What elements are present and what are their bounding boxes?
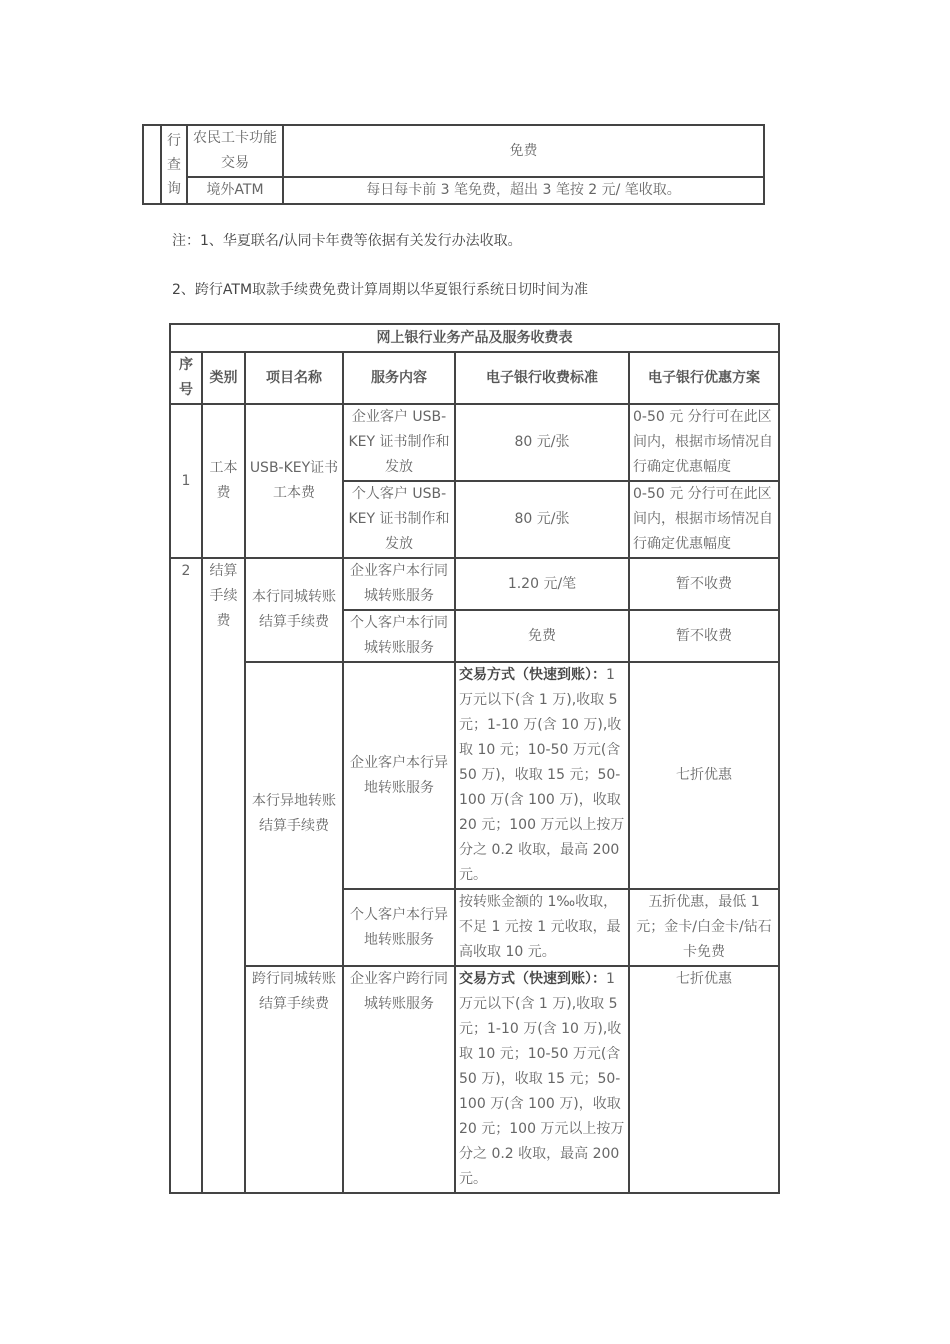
row-service: 企业客户本行同城转账服务 bbox=[343, 558, 455, 610]
row-discount: 0-50 元 分行可在此区间内，根据市场情况自行确定优惠幅度 bbox=[629, 481, 779, 558]
item-name: 境外ATM bbox=[187, 177, 283, 204]
row-service: 个人客户 USB-KEY 证书制作和发放 bbox=[343, 481, 455, 558]
table-row bbox=[170, 966, 779, 1193]
row-item: 本行异地转账结算手续费 bbox=[245, 662, 343, 966]
row-fee: 80 元/张 bbox=[455, 481, 629, 558]
row-category: 工本费 bbox=[202, 404, 245, 558]
note-2: 2、跨行ATM取款手续费免费计算周期以华夏银行系统日切时间为准 bbox=[172, 282, 589, 298]
row-fee: 80 元/张 bbox=[455, 404, 629, 481]
note-1: 注：1、华夏联名/认同卡年费等依据有关发行办法收取。 bbox=[172, 233, 522, 249]
header-fee: 电子银行收费标准 bbox=[455, 352, 629, 404]
fee-value: 每日每卡前 3 笔免费，超出 3 笔按 2 元/ 笔收取。 bbox=[283, 177, 764, 204]
row-no: 1 bbox=[170, 404, 202, 558]
item-name: 农民工卡功能交易 bbox=[187, 125, 283, 177]
table-edge-cell bbox=[143, 125, 161, 204]
row-service: 个人客户本行同城转账服务 bbox=[343, 610, 455, 662]
header-item: 项目名称 bbox=[245, 352, 343, 404]
row-item: USB-KEY证书工本费 bbox=[245, 404, 343, 558]
header-no: 序号 bbox=[170, 352, 202, 404]
table-row bbox=[170, 558, 779, 610]
row-service: 个人客户本行异地转账服务 bbox=[343, 889, 455, 966]
row-item: 跨行同城转账结算手续费 bbox=[245, 966, 343, 1193]
row-item: 本行同城转账结算手续费 bbox=[245, 558, 343, 662]
row-fee: 按转账金额的 1‰收取，不足 1 元按 1 元收取，最高收取 10 元。 bbox=[455, 889, 629, 966]
fee-mode-label: 交易方式（快速到账）： bbox=[459, 971, 606, 987]
header-discount: 电子银行优惠方案 bbox=[629, 352, 779, 404]
row-fee: 1.20 元/笔 bbox=[455, 558, 629, 610]
row-discount: 0-50 元 分行可在此区间内，根据市场情况自行确定优惠幅度 bbox=[629, 404, 779, 481]
fee-mode-label: 交易方式（快速到账）： bbox=[459, 667, 606, 683]
online-banking-fee-table bbox=[169, 323, 780, 1194]
header-service: 服务内容 bbox=[343, 352, 455, 404]
fee-detail: 1 万元以下(含 1 万),收取 5 元；1-10 万(含 10 万),收取 10 元；10-50 万元(含 50 万)，收取 15 元；50-100 万(含 100 万)，收取 20 元；100 万元以上按万分之 0.2 收取，最高 200 元。 bbox=[459, 667, 625, 883]
atm-fee-table bbox=[142, 124, 765, 205]
table-row bbox=[170, 662, 779, 889]
table-title: 网上银行业务产品及服务收费表 bbox=[170, 324, 779, 352]
row-no: 2 bbox=[170, 558, 202, 1193]
table-row bbox=[170, 404, 779, 481]
row-discount: 五折优惠，最低 1 元；金卡/白金卡/钻石卡免费 bbox=[629, 889, 779, 966]
row-fee bbox=[455, 662, 629, 889]
row-service: 企业客户本行异地转账服务 bbox=[343, 662, 455, 889]
row-fee: 免费 bbox=[455, 610, 629, 662]
row-service: 企业客户 USB-KEY 证书制作和发放 bbox=[343, 404, 455, 481]
row-discount: 七折优惠 bbox=[629, 966, 779, 1193]
header-category: 类别 bbox=[202, 352, 245, 404]
row-category: 结算手续费 bbox=[202, 558, 245, 1193]
row-discount: 暂不收费 bbox=[629, 610, 779, 662]
row-fee bbox=[455, 966, 629, 1193]
row-discount: 暂不收费 bbox=[629, 558, 779, 610]
category-cell: 行 查 询 bbox=[161, 125, 187, 204]
fee-value: 免费 bbox=[283, 125, 764, 177]
row-service: 企业客户跨行同城转账服务 bbox=[343, 966, 455, 1193]
fee-detail: 1 万元以下(含 1 万),收取 5 元；1-10 万(含 10 万),收取 10 元；10-50 万元(含 50 万)，收取 15 元；50-100 万(含 100 万)，收取 20 元；100 万元以上按万分之 0.2 收取，最高 200 元。 bbox=[459, 971, 625, 1187]
row-discount: 七折优惠 bbox=[629, 662, 779, 889]
